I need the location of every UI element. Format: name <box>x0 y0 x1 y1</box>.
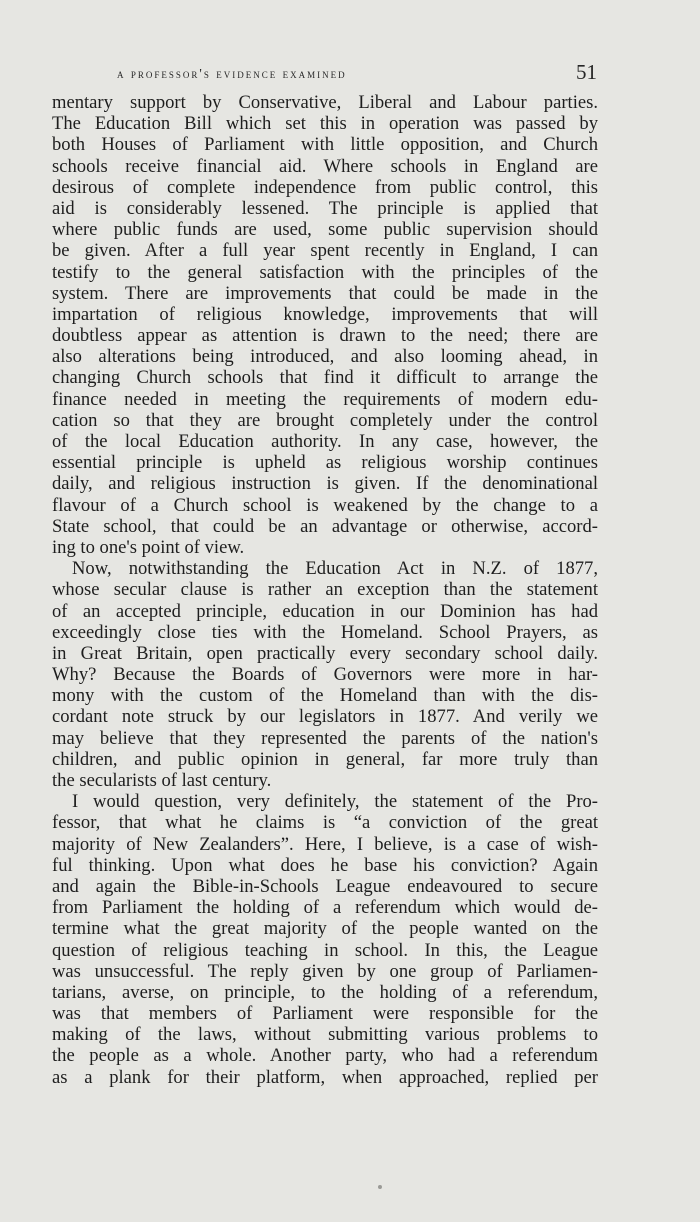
text-line: mony with the custom of the Homeland than with the dis- <box>52 685 598 707</box>
text-line: was that members of Parliament were responsible for the <box>52 1003 598 1025</box>
text-line: may believe that they represented the parents of the nation's <box>52 727 598 749</box>
text-line: schools receive financial aid. Where schools in England are <box>52 155 598 177</box>
text-line: The Education Bill which set this in operation was passed by <box>52 113 598 135</box>
text-line: ing to one's point of view. <box>52 536 245 558</box>
page-number: 51 <box>576 60 597 84</box>
text-line: majority of New Zealanders”. Here, I believe, is a case of wish- <box>52 833 598 855</box>
text-line: whose secular clause is rather an exception than the statement <box>52 579 598 601</box>
text-line: testify to the general satisfaction with the principles of the <box>52 261 598 283</box>
text-line: the people as a whole. Another party, who had a referendum <box>52 1045 598 1067</box>
text-line: was unsuccessful. The reply given by one group of Parliamen- <box>52 960 598 982</box>
text-line: aid is considerably lessened. The principle is applied that <box>52 197 598 219</box>
text-line: exceedingly close ties with the Homeland. School Prayers, as <box>52 621 598 643</box>
text-line: cation so that they are brought completely under the control <box>52 409 598 431</box>
text-line: in Great Britain, open practically every secondary school daily. <box>52 642 598 664</box>
text-line: doubtless appear as attention is drawn to the need; there are <box>52 325 598 347</box>
running-head <box>117 60 597 88</box>
text-line: cordant note struck by our legislators in 1877. And verily we <box>52 706 598 728</box>
text-line: essential principle is upheld as religious worship continues <box>52 452 598 474</box>
text-line: finance needed in meeting the requirements of modern edu- <box>52 388 598 410</box>
text-line: ful thinking. Upon what does he base his conviction? Again <box>52 854 598 876</box>
text-line: be given. After a full year spent recently in England, I can <box>52 240 598 262</box>
text-line: making of the laws, without submitting various problems to <box>52 1024 598 1046</box>
text-line: Now, notwithstanding the Education Act in N.Z. of 1877, <box>72 558 598 580</box>
text-line: of an accepted principle, education in our Dominion has had <box>52 600 598 622</box>
text-line: changing Church schools that find it difficult to arrange the <box>52 367 598 389</box>
text-line: tarians, averse, on principle, to the holding of a referendum, <box>52 981 598 1003</box>
text-line: daily, and religious instruction is given. If the denominational <box>52 473 598 495</box>
text-line: question of religious teaching in school. In this, the League <box>52 939 598 961</box>
text-line: from Parliament the holding of a referendum which would de- <box>52 897 598 919</box>
running-title: a professor's evidence examined <box>117 66 347 81</box>
text-line: both Houses of Parliament with little opposition, and Church <box>52 134 598 156</box>
text-line: desirous of complete independence from public control, this <box>52 176 598 198</box>
text-line: Why? Because the Boards of Governors were more in har- <box>52 664 598 686</box>
text-line: termine what the great majority of the people wanted on the <box>52 918 598 940</box>
text-line: State school, that could be an advantage or otherwise, accord- <box>52 515 598 537</box>
text-line: where public funds are used, some public supervision should <box>52 219 598 241</box>
body-text <box>52 92 598 1088</box>
text-line: system. There are improvements that could be made in the <box>52 282 598 304</box>
text-line: also alterations being introduced, and also looming ahead, in <box>52 346 598 368</box>
text-line: impartation of religious knowledge, improvements that will <box>52 303 598 325</box>
text-line: and again the Bible-in-Schools League endeavoured to secure <box>52 875 598 897</box>
text-line: children, and public opinion in general, far more truly than <box>52 748 598 770</box>
text-line: the secularists of last century. <box>52 770 272 791</box>
text-line: mentary support by Conservative, Liberal and Labour parties. <box>52 92 598 113</box>
text-line: flavour of a Church school is weakened by the change to a <box>52 494 598 516</box>
text-line: I would question, very definitely, the statement of the Pro- <box>72 791 598 813</box>
text-line: fessor, that what he claims is “a conviction of the great <box>52 812 598 834</box>
text-line: as a plank for their platform, when approached, replied per <box>52 1066 598 1088</box>
print-speck <box>378 1185 382 1189</box>
text-line: of the local Education authority. In any case, however, the <box>52 431 598 452</box>
